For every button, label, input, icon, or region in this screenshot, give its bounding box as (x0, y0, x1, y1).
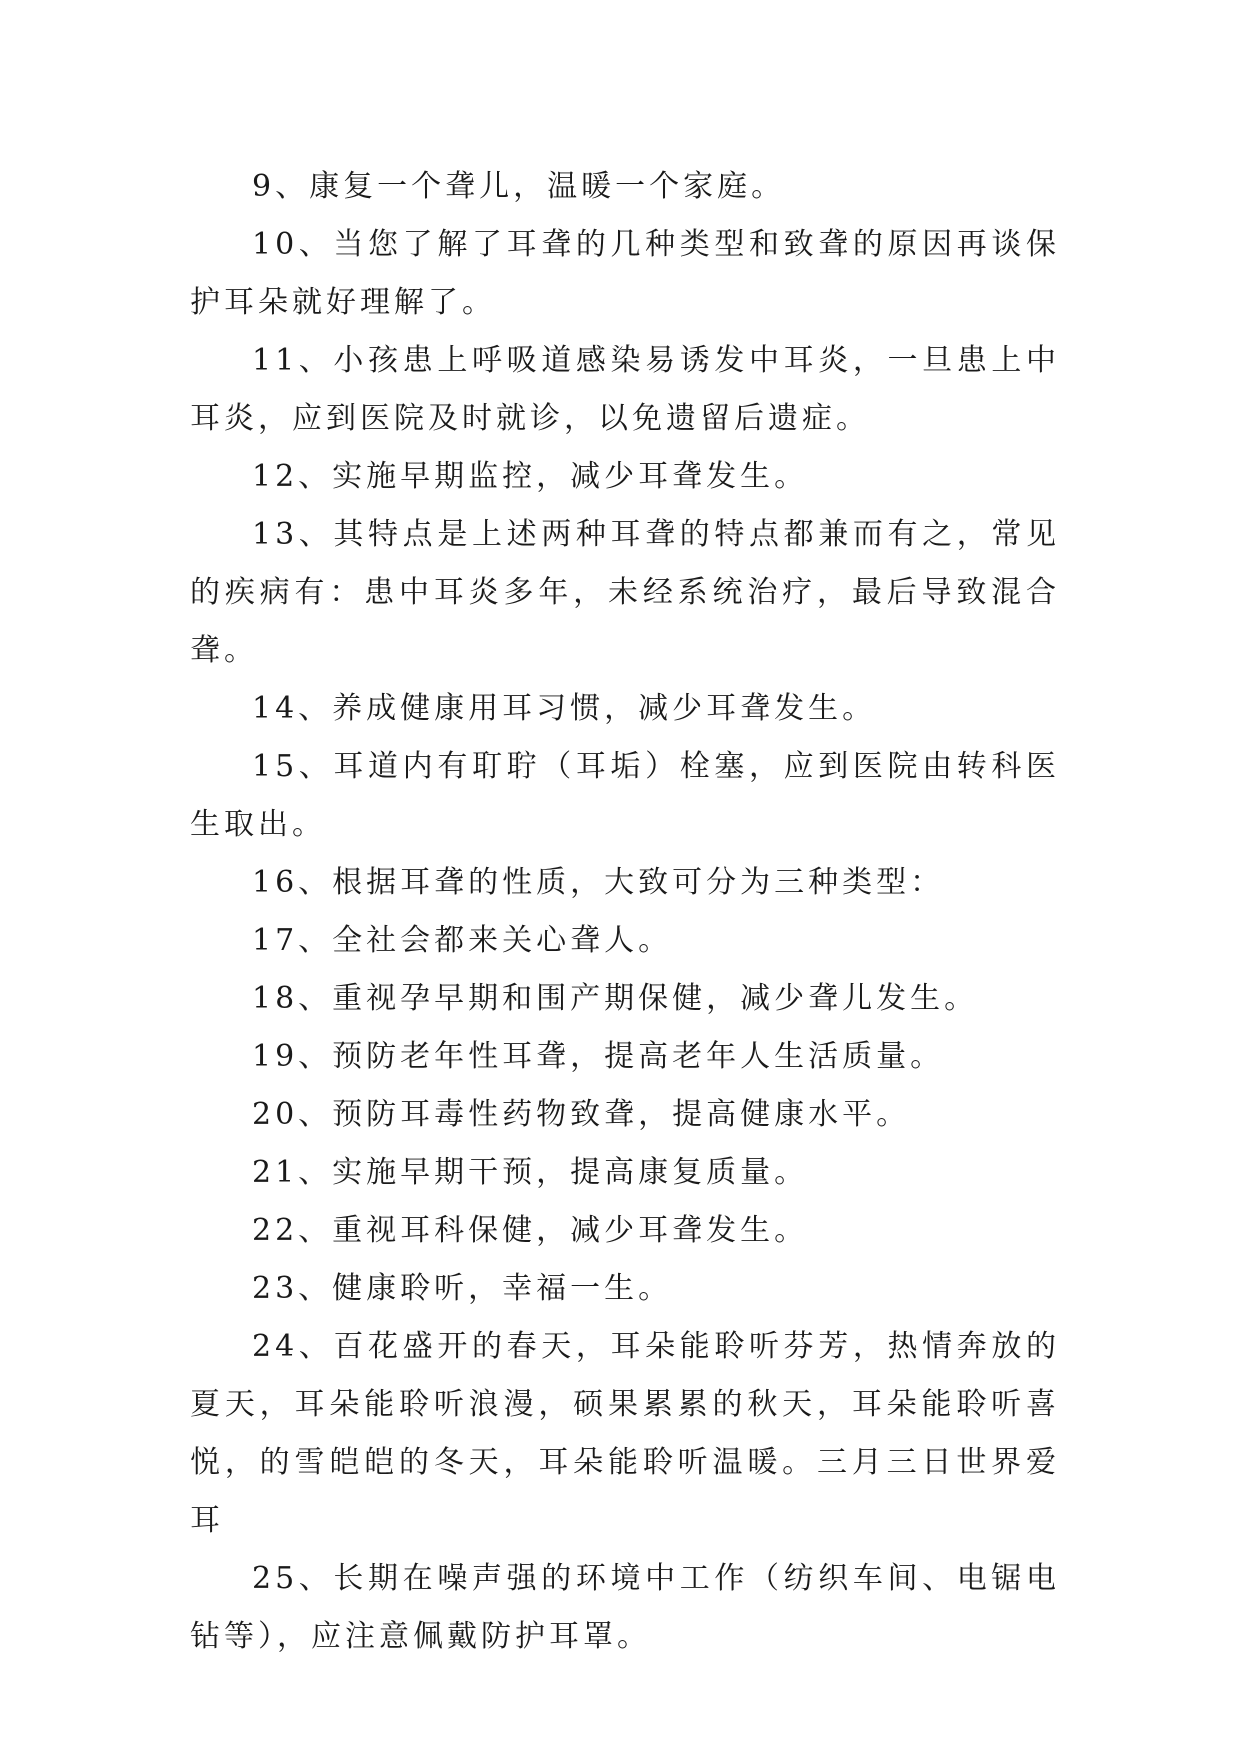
paragraph-9: 9、康复一个聋儿，温暖一个家庭。 (252, 169, 786, 204)
paragraph-15: 15、耳道内有耵聍（耳垢）栓塞，应到医院由转科医生取出。 (190, 749, 1060, 842)
paragraph-21: 21、实施早期干预，提高康复质量。 (252, 1155, 809, 1190)
paragraph-22: 22、重视耳科保健，减少耳聋发生。 (252, 1213, 809, 1248)
paragraph-23: 23、健康聆听，幸福一生。 (252, 1271, 673, 1306)
paragraph-24: 24、百花盛开的春天，耳朵能聆听芬芳，热情奔放的夏天，耳朵能聆听浪漫，硕果累累的秋天，耳朵能聆听喜悦，的雪皑皑的冬天，耳朵能聆听温暖。三月三日世界爱耳 (190, 1329, 1060, 1538)
paragraph-18: 18、重视孕早期和围产期保健，减少聋儿发生。 (252, 981, 979, 1016)
paragraph-11: 11、小孩患上呼吸道感染易诱发中耳炎，一旦患上中耳炎，应到医院及时就诊，以免遗留后遗症。 (190, 343, 1060, 436)
paragraph-16: 16、根据耳聋的性质，大致可分为三种类型： (252, 865, 945, 900)
paragraph-17: 17、全社会都来关心聋人。 (252, 923, 673, 958)
paragraph-19: 19、预防老年性耳聋，提高老年人生活质量。 (252, 1039, 945, 1074)
document-body (190, 158, 1060, 1666)
paragraph-10: 10、当您了解了耳聋的几种类型和致聋的原因再谈保护耳朵就好理解了。 (190, 227, 1060, 320)
paragraph-20: 20、预防耳毒性药物致聋，提高健康水平。 (252, 1097, 911, 1132)
paragraph-14: 14、养成健康用耳习惯，减少耳聋发生。 (252, 691, 877, 726)
paragraph-13: 13、其特点是上述两种耳聋的特点都兼而有之，常见的疾病有：患中耳炎多年，未经系统治疗，最后导致混合聋。 (190, 517, 1060, 668)
paragraph-25: 25、长期在噪声强的环境中工作（纺织车间、电锯电钻等），应注意佩戴防护耳罩。 (190, 1561, 1060, 1654)
paragraph-12: 12、实施早期监控，减少耳聋发生。 (252, 459, 809, 494)
